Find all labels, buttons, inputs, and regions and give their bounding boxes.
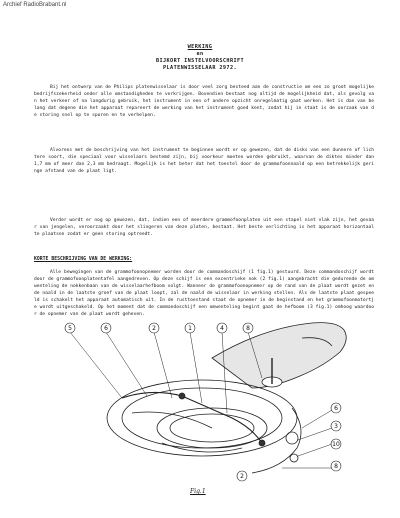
callout-label: 5: [68, 325, 72, 332]
paragraph-records: Alvorens met de beschrijving van het instrument te beginnen wordt er op gewezen, dat de disks van een dunnere of lichtere soort, die speciaal voor wisselaars bestemd zijn, bij voorkeur moeten worden gebruikt, waarvan de diktes minder dan 1,7 mm of meer dan 2,3 mm bedraagt. Mogelijk is het beter dat het toestel door de grammofoonnaald op een betrekkelijk geringe afstand van de plaat ligt.: [34, 148, 374, 174]
callout-label: 4: [220, 325, 224, 332]
paragraph-description: Alle bewegingen van de grammofoonopnemer worden door de commandoschijf (1 fig.1) gestuurd. Deze commandoschijf wordt door de grammofoonplatentafel aangedreven. Op deze schijf is een excentrieke nok (2 fig.1) aangebracht die gedurende de omwenteling de nokkenbaan van de wisselaarhefboom volgt. Wanneer de grammofoonopnemer op de rand van de plaat wordt gezet en de naald in de laatste groef van de plaat loopt, zal de naald de wisselaar in werking stellen. Als de laatste plaat gespeeld is schakelt het apparaat automatisch uit. In de rusttoestand staat de opnemer in de beginstand en het grammofoonmotortje wordt uitgeschakeld. Op het moment dat de commandoschijf een omwenteling begint gaat de hefboom (3 fig.1) omhoog waardoor de opnemer van de plaat wordt geheven.: [34, 270, 374, 317]
callout-label: 6: [104, 325, 108, 332]
figure-caption: Fig.1: [190, 488, 206, 495]
callout-label: 2: [152, 325, 156, 332]
document-subtitle: BIJKORT INSTELVOORSCHRIFT: [155, 58, 245, 64]
platter: [107, 380, 297, 456]
title-conjunction: en: [196, 51, 204, 57]
document-model: PLATENWISSELAAR 2972.: [163, 65, 237, 71]
section-heading: KORTE BESCHRIJVING VAN DE WERKING:: [34, 257, 133, 262]
callout-label: 8: [246, 325, 250, 332]
paragraph-warning: Verder wordt er nog op gewezen, dat, indien een of meerdere grammofoonplaten uit een stapel niet vlak zijn, het gevaar van jengelen, veroorzaakt door het slingeren van deze platen, bestaat. Het beste verlichting is het apparaat horizontaal te plaatsen zodat er geen storing optreedt.: [34, 218, 374, 237]
callout-label: 8: [334, 463, 338, 470]
callout-label: 6: [334, 405, 338, 412]
callout-label: 3: [334, 423, 338, 430]
callout-label: 10: [332, 441, 340, 448]
paragraph-intro: Bij het ontwerp van de Philips platenwisselaar is door veel zorg besteed aan de constructie om een zo groot mogelijke bedrijfszekerheid onder alle omstandigheden te verkrijgen. Bovendien bestaat nog altijd de mogelijkheid dat, als gevolg van het verkeer of na langdurig gebruik, het instrument in een of andere opzicht onregelmatig gaat werken. Het is dan van belang dat degene die het apparaat repareert de werking van het instrument goed kent, zodat hij in staat is de oorzaak van de storing snel op te sporen en te verhelpen.: [34, 85, 374, 118]
watermark: Archief RadioBrabant.nl: [3, 2, 67, 8]
callout-label: 1: [188, 325, 192, 332]
mechanism-drawing: [62, 318, 352, 483]
document-title: WERKING: [187, 44, 213, 50]
callout-label: 2: [240, 473, 244, 480]
